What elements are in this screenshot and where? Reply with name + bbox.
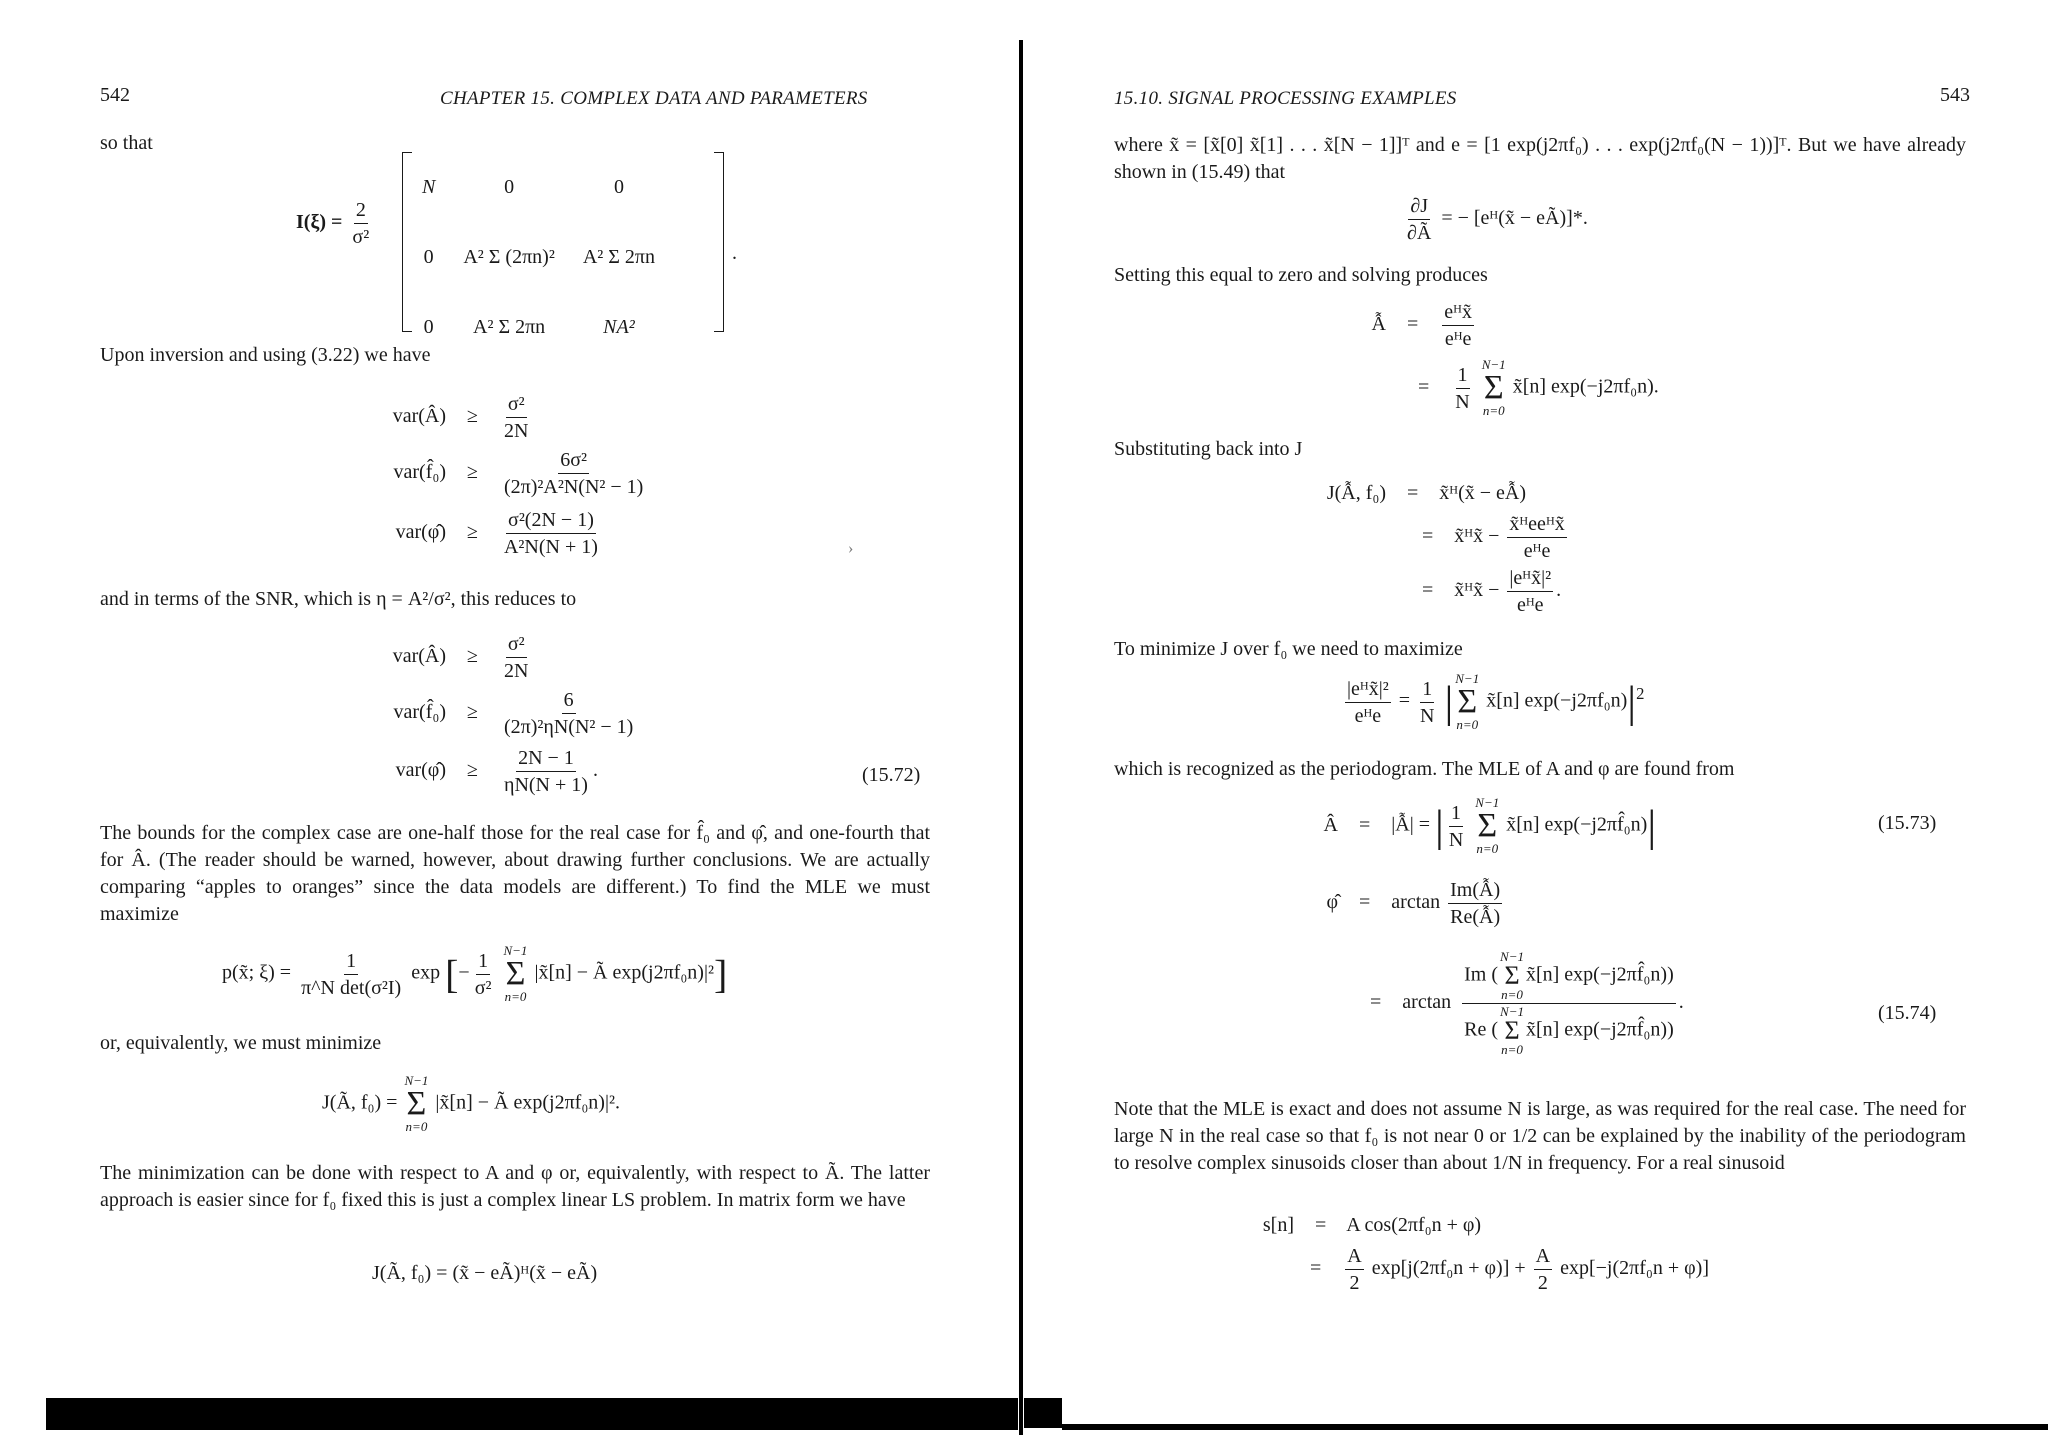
left-page: 542 CHAPTER 15. COMPLEX DATA AND PARAMETERS so that I(ξ) = $\frac{2}{\text{σ²}}$ N 0 0 0 A² Σ (2πn)² A² Σ 2πn 0 A² Σ 2πn NA² . Upon inversion and using (3.22) we have var(Â) ≥ $\frac{\text{σ²}}{2N}$ var(f̂₀) ≥ $\frac{\text{6σ²}}{\text{(2π)²A²N(N² − 1)}}$ var(φ̂) ≥ $\frac{\text{σ²(2N − 1)}}{\text{A²N(N + 1)}}$ › and in terms of the SNR, which is η = A²/σ², this reduces to var(Â) ≥ $\frac{\text{σ²}}{2N}$ var(f̂₀) ≥ $\frac{6}{\text{(2π)²ηN(N² − 1)}}$ var(φ̂) ≥ $\frac{2N - 1}{\eta N(N + 1)}$ . (15.72) The bounds for the complex case are one-half those for the real case for f̂₀ and φ̂, and one-fourth that for Â. (The reader should be warned, however, about drawing further conclusions. We are actually comparing “apples to oranges” since the data models are different.) To find the MLE we must maximize p(x̃; ξ) = $\frac{1}{\text{π\textasciicircum{}N det(σ²I)}}$ exp [− $\frac{1}{\text{σ²}}$ N−1 Σ n=0 |x̃[n] − Ã exp(j2πf₀n)|²] or, equivalently, we must minimize J(Ã, f₀) = N−1 Σ n=0 |x̃[n] − Ã exp(j2πf₀n)|². The minimization can be done with respect to A and φ or, equivalently, with respect to Ã. The latter approach is easier since for f₀ fixed this is just a complex linear LS problem. In matrix form we have J(Ã, f₀) = (x̃ − eÃ)ᴴ(x̃ − eÃ) (100, 84, 930, 1284)
page-number: 543 (1940, 84, 1970, 106)
j-equation: J(Ã, f₀) = N−1 Σ n=0 |x̃[n] − Ã exp(j2πf₀n)|². (322, 1073, 620, 1134)
left-binding-shadow (46, 1398, 1018, 1430)
crlb-row: var(f̂₀) ≥ $\frac{\text{6σ²}}{\text{(2π)²A²N(N² − 1)}}$ (393, 449, 644, 498)
equation-number: (15.74) (1878, 1002, 1937, 1024)
jsub-line-3: = x̃ᴴx̃ − $\frac{\text{|eᴴx̃|²}}{\text{eᴴe}}$ . (1422, 567, 1562, 616)
running-header: 15.10. SIGNAL PROCESSING EXAMPLES (1114, 88, 1457, 109)
matrix-cell: A² Σ (2πn)² (463, 245, 555, 268)
mle-phi-equation-2: = arctan Im ( N−1 Σ n=0 x̃[n] exp(−j2πf̂₀n)) Re ( N−1 Σ n=0 x̃[n] exp(−j2πf̂₀n)) . (1370, 949, 1684, 1057)
sn-line-1: s[n] = A cos(2πf₀n + φ) (1262, 1214, 1482, 1236)
fim-lhs-text: I(ξ) = (296, 211, 343, 234)
text-upon-inversion: Upon inversion and using (3.22) we have (100, 344, 431, 366)
fim-coeff-num: 2 (354, 198, 368, 224)
paragraph-bounds: The bounds for the complex case are one-half those for the real case for f̂₀ and φ̂, and one-fourth that for Â. (The reader should be warned, however, about drawing further conclusions. We are actually comparing “apples to oranges” since the data models are different.) To find the MLE we must maximize (100, 822, 930, 925)
crlb-row: var(φ̂) ≥ $\frac{2N - 1}{\eta N(N + 1)}$ . (395, 747, 598, 796)
matrix-cell: A² Σ 2πn (582, 245, 656, 268)
matrix-cell: 0 (504, 175, 515, 198)
fim-coeff-den: σ² (352, 226, 370, 248)
crlb-row: var(Â) ≥ $\frac{\text{σ²}}{2N}$ (392, 393, 529, 442)
fim-coeff (350, 198, 371, 249)
matrix-cell: NA² (603, 315, 635, 338)
paragraph-where: where x̃ = [x̃[0] x̃[1] . . . x̃[N − 1]]ᵀ and e = [1 exp(j2πf₀) . . . exp(j2πf₀(N − 1))]ᵀ. But we have already shown in (15.49) that (1114, 134, 1966, 183)
ahat-line-2: = $\frac{1}{N}$ N−1 Σ n=0 x̃[n] exp(−j2πf₀n). (1418, 357, 1659, 418)
matrix-cell: 0 (613, 175, 624, 198)
j-matrix-equation: J(Ã, f₀) = (x̃ − eÃ)ᴴ(x̃ − eÃ) (372, 1262, 598, 1284)
jsub-line-1: J(Ẫ, f₀) = x̃ᴴ(x̃ − eẪ) (1326, 482, 1527, 504)
running-header: CHAPTER 15. COMPLEX DATA AND PARAMETERS (440, 88, 868, 109)
text-periodogram: which is recognized as the periodogram. The MLE of A and φ are found from (1114, 758, 1735, 780)
text-substituting: Substituting back into J (1114, 438, 1303, 460)
matrix-cell: N (422, 175, 436, 198)
page-number: 542 (100, 84, 130, 106)
pdf-equation: p(x̃; ξ) = $\frac{1}{\text{π\textasciicircum{}N det(σ²I)}}$ exp [− $\frac{1}{\text{σ²}}$ N−1 Σ n=0 |x̃[n] − Ã exp(j2πf₀n)|²] (222, 943, 728, 1004)
paragraph-minimization: The minimization can be done with respect to A and φ or, equivalently, with respect to Ã. The latter approach is easier since for f₀ fixed this is just a complex linear LS problem. In matrix form we have (100, 1162, 930, 1211)
periodogram-equation: $\frac{\text{|eᴴx̃|²}}{\text{eᴴe}}$ = $\frac{1}{N}$ | N−1 Σ n=0 x̃[n] $\exp(-j2\pi f_0n)|^2$ (1347, 671, 1645, 732)
mle-phi-equation-1: φ̂ = arctan $\frac{\text{Im(Ẫ)}}{\text{Re(Ẫ)}}$ (1326, 879, 1501, 928)
text-setting: Setting this equal to zero and solving produces (1114, 264, 1488, 286)
mle-a-equation: Â = |Ẫ| = | $\frac{1}{N}$ N−1 Σ n=0 x̃[n] exp(−j2πf̂₀n)| (1323, 795, 1657, 856)
jsub-line-2: = x̃ᴴx̃ − $\frac{\text{x̃ᴴeeᴴx̃}}{\text{eᴴe}}$ (1422, 513, 1565, 562)
fim-lhs (296, 198, 374, 249)
crlb-row: var(φ̂) ≥ $\frac{\text{σ²(2N − 1)}}{\text{A²N(N + 1)}}$ (395, 509, 598, 558)
matrix-cell: A² Σ 2πn (473, 315, 546, 338)
crlb-row: var(f̂₀) ≥ $\frac{6}{\text{(2π)²ηN(N² − 1)}}$ (393, 689, 634, 738)
matrix-cell: 0 (423, 315, 434, 338)
matrix-right-bracket (714, 152, 724, 332)
matrix-cell: 0 (423, 245, 434, 268)
crlb-row: var(Â) ≥ $\frac{\text{σ²}}{2N}$ (392, 633, 529, 682)
right-page (1022, 0, 2048, 1446)
stray-mark: › (848, 540, 854, 557)
text-equiv-min: or, equivalently, we must minimize (100, 1032, 382, 1054)
equation-number: (15.72) (862, 764, 921, 786)
derivative-equation: $\frac{\partial J}{\partial Ã}$ = − [eᴴ(x̃ − eÃ)]*. (1407, 195, 1588, 244)
text-so-that: so that (100, 132, 153, 154)
text-minimize: To minimize J over f₀ we need to maximize (1114, 638, 1463, 660)
paragraph-note: Note that the MLE is exact and does not assume N is large, as was required for the real case. The need for large N in the real case so that f₀ is not near 0 or 1/2 can be explained by the inability of the periodogram to resolve complex sinusoids closer than about 1/N in frequency. For a real sinusoid (1114, 1098, 1966, 1174)
text-snr: and in terms of the SNR, which is η = A²/σ², this reduces to (100, 588, 577, 610)
fim-matrix (408, 152, 669, 362)
ahat-line-1: Ẫ = $\frac{\text{eᴴx̃}}{\text{eᴴe}}$ (1371, 301, 1472, 350)
equation-number: (15.73) (1878, 812, 1937, 834)
sn-line-2: = $\frac{A}{2}$ exp[j(2πf₀n + φ)] + $\frac{A}{2}$ exp[−j(2πf₀n + φ)] (1310, 1245, 1709, 1294)
